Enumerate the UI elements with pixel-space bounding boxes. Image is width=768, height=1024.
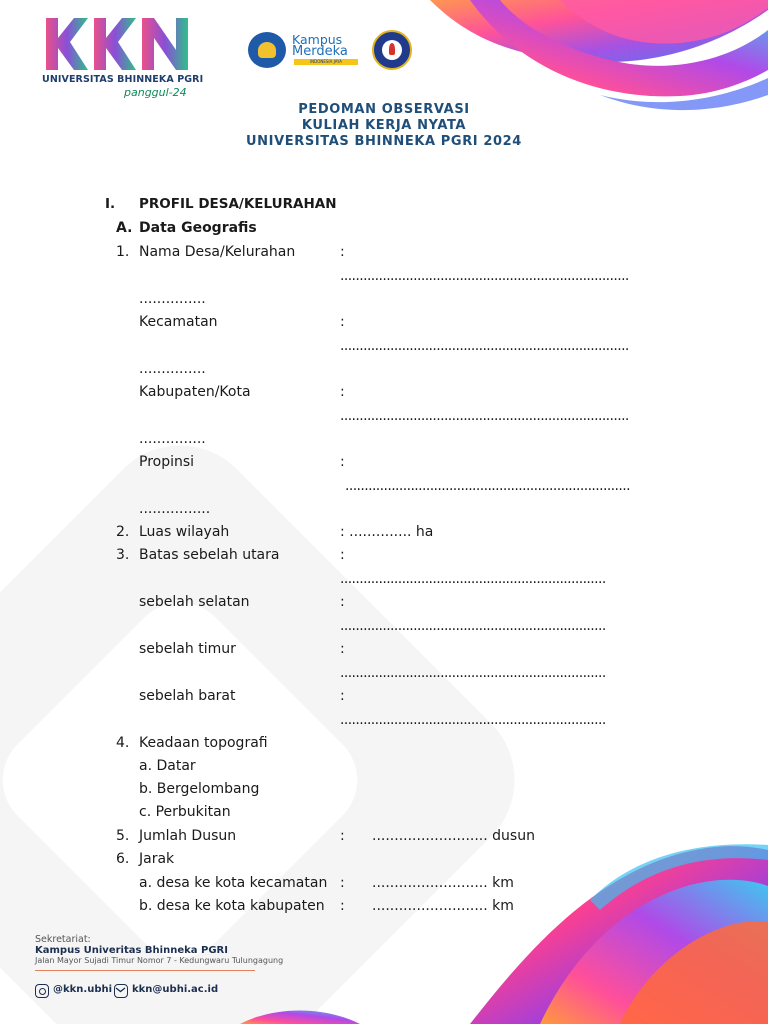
kecamatan-colon: :	[340, 314, 345, 330]
kkn-logo-university: UNIVERSITAS BHINNEKA PGRI	[42, 74, 204, 85]
barat-fill-line: .....................................................................	[340, 712, 606, 728]
ribbon-top-right	[430, 0, 768, 110]
jarak-a-value: .......................... km	[372, 875, 514, 891]
kecamatan-fill-tail: ...............	[139, 361, 206, 377]
section-roman: I.	[105, 196, 116, 212]
subsection-letter: A.	[116, 220, 133, 236]
timur-colon: :	[340, 641, 345, 657]
item-2-label: Luas wilayah	[139, 524, 230, 540]
kecamatan-label: Kecamatan	[139, 314, 218, 330]
university-seal-icon	[372, 30, 412, 70]
footer-address: Jalan Mayor Sujadi Timur Nomor 7 - Kedungwaru Tulungagung	[35, 956, 284, 965]
topo-option-c: c. Perbukitan	[139, 804, 231, 820]
propinsi-fill-tail: ................	[139, 501, 211, 517]
timur-label: sebelah timur	[139, 641, 236, 657]
item-4-number: 4.	[116, 735, 130, 751]
topo-option-a: a. Datar	[139, 758, 196, 774]
item-3-number: 3.	[116, 547, 130, 563]
item-3-label: Batas sebelah utara	[139, 547, 280, 563]
barat-label: sebelah barat	[139, 688, 236, 704]
footer-divider	[35, 970, 255, 971]
item-1-colon: :	[340, 244, 345, 260]
propinsi-fill-line: ..........................................................................	[345, 478, 630, 494]
jarak-b-value: .......................... km	[372, 898, 514, 914]
timur-fill-line: .....................................................................	[340, 665, 606, 681]
footer-instagram[interactable]: @kkn.ubhi	[53, 984, 113, 995]
topo-option-b: b. Bergelombang	[139, 781, 260, 797]
item-6-label: Jarak	[139, 851, 175, 867]
jarak-b-label: b. desa ke kota kabupaten	[139, 898, 325, 914]
propinsi-colon: :	[340, 454, 345, 470]
kkn-logo-icon	[42, 14, 192, 74]
kabupaten-fill-tail: ...............	[139, 431, 206, 447]
utara-colon: :	[340, 547, 345, 563]
kabupaten-fill-line: ...........................................................................	[340, 408, 629, 424]
document-title	[0, 102, 768, 150]
footer-campus: Kampus Univeritas Bhinneka PGRI	[35, 945, 228, 956]
mail-glyph	[115, 985, 126, 996]
subsection-title: Data Geografis	[139, 220, 257, 236]
item-5-label: Jumlah Dusun	[139, 828, 237, 844]
instagram-icon	[35, 984, 49, 998]
barat-colon: :	[340, 688, 345, 704]
kkn-logo-subtitle: panggul-24	[124, 86, 187, 99]
title-line-1: PEDOMAN OBSERVASI	[298, 102, 470, 117]
seal-flame-icon	[389, 43, 395, 55]
item-5-number: 5.	[116, 828, 130, 844]
item-1-number: 1.	[116, 244, 130, 260]
item-1-fill-line: ...........................................................................	[340, 268, 629, 284]
selatan-label: sebelah selatan	[139, 594, 250, 610]
selatan-colon: :	[340, 594, 345, 610]
section-title: PROFIL DESA/KELURAHAN	[139, 196, 337, 212]
selatan-fill-line: .....................................................................	[340, 618, 606, 634]
item-6-number: 6.	[116, 851, 130, 867]
jarak-a-label: a. desa ke kota kecamatan	[139, 875, 328, 891]
item-5-colon: :	[340, 828, 345, 844]
kampus-merdeka-tag: INDONESIA JAYA	[294, 59, 358, 65]
item-4-label: Keadaan topografi	[139, 735, 268, 751]
propinsi-label: Propinsi	[139, 454, 195, 470]
kabupaten-label: Kabupaten/Kota	[139, 384, 251, 400]
jarak-a-colon: :	[340, 875, 345, 891]
kampus-merdeka-logo	[248, 30, 360, 70]
item-2-value: : .............. ha	[340, 524, 434, 540]
kampus-merdeka-line1: Kampus	[292, 32, 343, 47]
footer-email[interactable]: kkn@ubhi.ac.id	[132, 984, 219, 995]
ribbon-bottom-right	[470, 844, 768, 1024]
title-line-3: UNIVERSITAS BHINNEKA PGRI 2024	[246, 134, 522, 149]
kampus-merdeka-line2: Merdeka	[292, 44, 348, 59]
kkn-logo	[40, 14, 204, 100]
utara-fill-line: .....................................................................	[340, 571, 606, 587]
jarak-b-colon: :	[340, 898, 345, 914]
item-2-number: 2.	[116, 524, 130, 540]
kabupaten-colon: :	[340, 384, 345, 400]
footer-label: Sekretariat:	[35, 934, 91, 945]
item-1-label: Nama Desa/Kelurahan	[139, 244, 296, 260]
mail-icon	[114, 984, 128, 998]
tut-wuri-icon	[248, 32, 286, 68]
item-5-value: .......................... dusun	[372, 828, 535, 844]
kecamatan-fill-line: ...........................................................................	[340, 338, 629, 354]
item-1-fill-tail: ...............	[139, 291, 206, 307]
title-line-2: KULIAH KERJA NYATA	[301, 118, 467, 133]
